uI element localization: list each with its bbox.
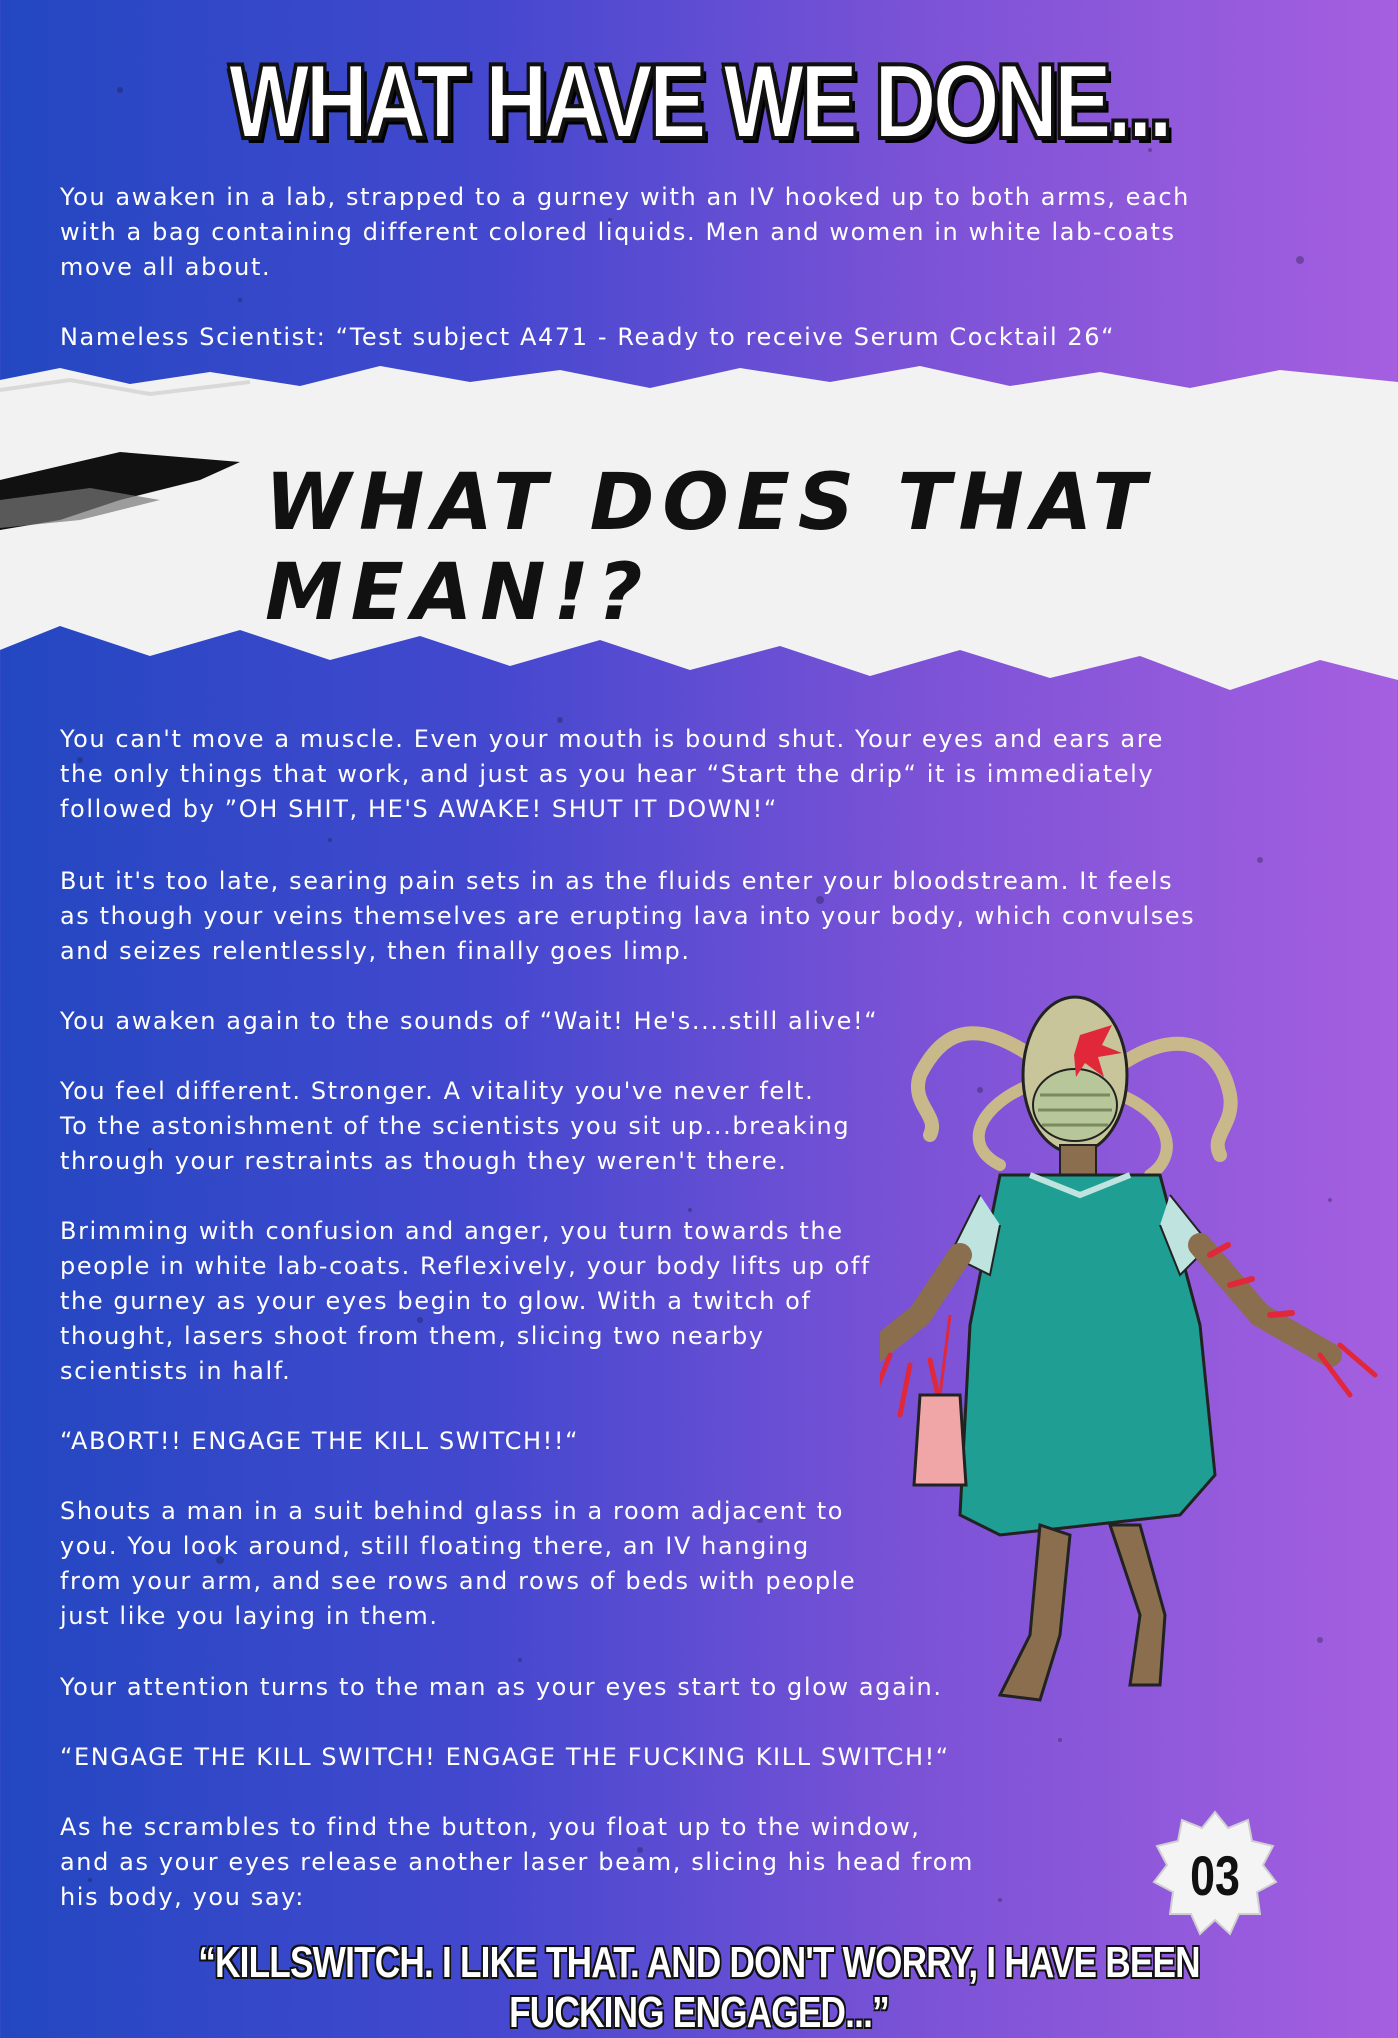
story-paragraph-3: You awaken again to the sounds of “Wait! He's....still alive!“ — [60, 1007, 879, 1035]
scientist-line: Nameless Scientist: “Test subject A471 - Ready to receive Serum Cocktail 26“ — [60, 323, 1116, 351]
story-paragraph-2: But it's too late, searing pain sets in as the fluids enter your bloodstream. It feels as though your veins themselves are erupting lava into your body, which convulses and seizes relentlessly, then finally goes limp. — [60, 867, 1196, 965]
story-paragraph-9: “ENGAGE THE KILL SWITCH! ENGAGE THE FUCKING KILL SWITCH!“ — [60, 1743, 950, 1771]
page-title: WHAT HAVE WE DONE... — [228, 44, 1170, 160]
story-paragraph-5: Brimming with confusion and anger, you turn towards the people in white lab-coats. Reflexively, your body lifts up off the gurney as your eyes begin to glow. With a twitch of thought, lasers shoot from them, slicing two nearby scientists in half. — [60, 1217, 871, 1385]
page-number: 03 — [1190, 1843, 1240, 1907]
final-quote: “KILLSWITCH. I LIKE THAT. AND DON'T WORRY, I HAVE BEEN FUCKING ENGAGED...” — [198, 1938, 1200, 2037]
intro-paragraph: You awaken in a lab, strapped to a gurney with an IV hooked up to both arms, each with a bag containing different colored liquids. Men and women in white lab-coats move all about. — [60, 183, 1190, 281]
story-paragraph-7: Shouts a man in a suit behind glass in a room adjacent to you. You look around, still floating there, an IV hanging from your arm, and see rows and rows of beds with people just like you laying in them. — [60, 1497, 857, 1630]
mutant-figure-illustration — [880, 995, 1380, 1715]
story-paragraph-6: “ABORT!! ENGAGE THE KILL SWITCH!!“ — [60, 1427, 580, 1455]
story-paragraph-8: Your attention turns to the man as your eyes start to glow again. — [60, 1673, 943, 1701]
story-paragraph-4: You feel different. Stronger. A vitality you've never felt. To the astonishment of the scientists you sit up...breaking through your restraints as though they weren't there. — [60, 1077, 851, 1175]
story-paragraph-10: As he scrambles to find the button, you float up to the window, and as your eyes release another laser beam, slicing his head from his body, you say: — [60, 1813, 974, 1911]
story-paragraph-1: You can't move a muscle. Even your mouth is bound shut. Your eyes and ears are the only things that work, and just as you hear “Start the drip“ it is immediately followed by ”OH SHIT, HE'S AWAKE! SHUT IT DOWN!“ — [60, 725, 1165, 823]
banner-heading: WHAT DOES THAT MEAN!? — [265, 458, 1154, 638]
